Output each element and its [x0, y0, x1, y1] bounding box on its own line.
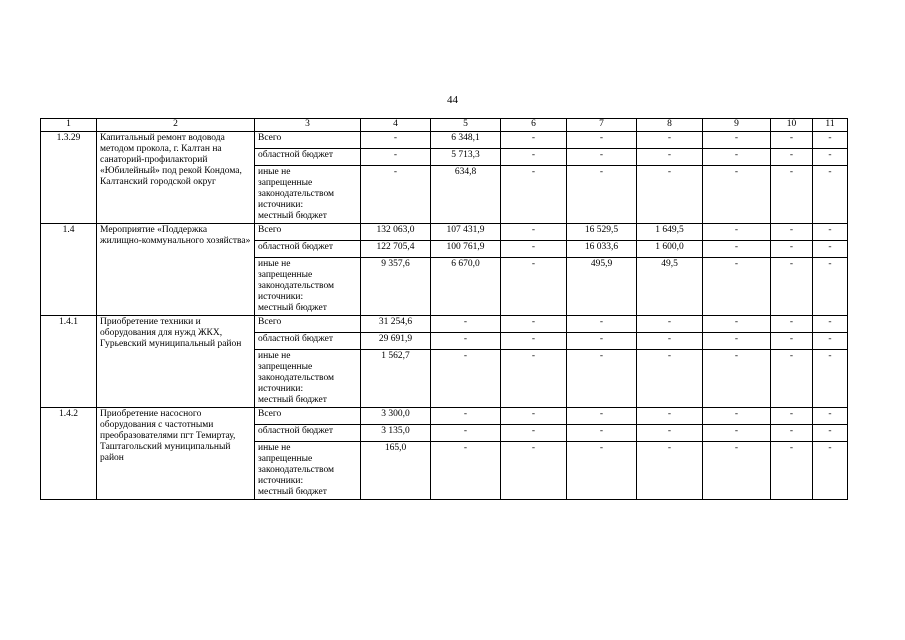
value-cell: 1 600,0 — [637, 241, 703, 258]
value-cell: - — [703, 224, 771, 241]
value-cell: - — [813, 333, 848, 350]
value-cell: - — [771, 350, 813, 408]
value-cell: - — [501, 132, 567, 149]
value-cell: - — [813, 149, 848, 166]
value-cell: - — [501, 241, 567, 258]
source-label-other-line: запрещенные — [258, 178, 313, 188]
value-cell: 100 761,9 — [431, 241, 501, 258]
value-cell: - — [567, 166, 637, 224]
value-cell: - — [703, 149, 771, 166]
value-cell: - — [501, 224, 567, 241]
value-cell: - — [771, 425, 813, 442]
value-cell: - — [637, 425, 703, 442]
source-label-total: Всего — [255, 316, 361, 333]
source-label-other-line: иные не — [258, 351, 291, 361]
row-code: 1.3.29 — [41, 132, 97, 224]
source-label-other-line: иные не — [258, 259, 291, 269]
value-cell: - — [501, 350, 567, 408]
column-header: 4 — [361, 119, 431, 132]
value-cell: 6 348,1 — [431, 132, 501, 149]
source-label-total: Всего — [255, 132, 361, 149]
value-cell: - — [637, 408, 703, 425]
value-cell: - — [567, 442, 637, 500]
value-cell: - — [771, 149, 813, 166]
value-cell: - — [361, 166, 431, 224]
row-name: Мероприятие «Поддержка жилищно-коммунального хозяйства» — [97, 224, 255, 316]
column-header: 7 — [567, 119, 637, 132]
value-cell: - — [703, 132, 771, 149]
value-cell: - — [431, 442, 501, 500]
value-cell: - — [813, 224, 848, 241]
value-cell: 16 529,5 — [567, 224, 637, 241]
value-cell: - — [771, 408, 813, 425]
value-cell: - — [703, 333, 771, 350]
value-cell: - — [703, 316, 771, 333]
value-cell: - — [813, 166, 848, 224]
row-code: 1.4.1 — [41, 316, 97, 408]
value-cell: - — [637, 166, 703, 224]
value-cell: - — [431, 425, 501, 442]
row-name: Капитальный ремонт водовода методом прокола, г. Калтан на санаторий-профилакторий «Юбилейный» под рекой Кондома, Калтанский городской округ — [97, 132, 255, 224]
value-cell: - — [703, 442, 771, 500]
value-cell: - — [431, 316, 501, 333]
source-label-regional: областной бюджет — [255, 241, 361, 258]
value-cell: - — [771, 442, 813, 500]
source-label-other — [255, 258, 361, 316]
column-header: 11 — [813, 119, 848, 132]
source-label-other-line: источники: — [258, 384, 304, 394]
value-cell: - — [567, 425, 637, 442]
value-cell: 1 562,7 — [361, 350, 431, 408]
value-cell: - — [637, 149, 703, 166]
value-cell: - — [501, 333, 567, 350]
source-label-other-line: иные не — [258, 167, 291, 177]
column-header: 9 — [703, 119, 771, 132]
row-name: Приобретение насосного оборудования с частотными преобразователями пгт Темиртау, Таштагольский муниципальный район — [97, 408, 255, 500]
page-number: 44 — [447, 94, 458, 106]
value-cell: 29 691,9 — [361, 333, 431, 350]
value-cell: - — [813, 241, 848, 258]
column-header: 5 — [431, 119, 501, 132]
table-row — [41, 224, 848, 241]
value-cell: - — [813, 408, 848, 425]
column-header: 8 — [637, 119, 703, 132]
value-cell: - — [637, 132, 703, 149]
source-label-other-line: запрещенные — [258, 454, 313, 464]
source-label-other-line: запрещенные — [258, 270, 313, 280]
source-label-other-line: запрещенные — [258, 362, 313, 372]
value-cell: 9 357,6 — [361, 258, 431, 316]
source-label-other-line: источники: — [258, 476, 304, 486]
value-cell: 122 705,4 — [361, 241, 431, 258]
value-cell: - — [813, 258, 848, 316]
value-cell: - — [703, 350, 771, 408]
value-cell: 132 063,0 — [361, 224, 431, 241]
value-cell: 49,5 — [637, 258, 703, 316]
value-cell: - — [637, 316, 703, 333]
value-cell: - — [501, 149, 567, 166]
value-cell: - — [361, 132, 431, 149]
row-name: Приобретение техники и оборудования для нужд ЖКХ, Гурьевский муниципальный район — [97, 316, 255, 408]
source-label-other-line: иные не — [258, 443, 291, 453]
value-cell: - — [501, 425, 567, 442]
value-cell: - — [703, 241, 771, 258]
value-cell: - — [703, 258, 771, 316]
value-cell: - — [813, 425, 848, 442]
column-header: 6 — [501, 119, 567, 132]
value-cell: - — [431, 333, 501, 350]
value-cell: - — [637, 333, 703, 350]
value-cell: - — [703, 166, 771, 224]
value-cell: - — [771, 316, 813, 333]
source-label-local: местный бюджет — [258, 487, 327, 497]
value-cell: 5 713,3 — [431, 149, 501, 166]
value-cell: 3 135,0 — [361, 425, 431, 442]
value-cell: 31 254,6 — [361, 316, 431, 333]
table-row — [41, 316, 848, 333]
value-cell: - — [771, 241, 813, 258]
value-cell: - — [501, 408, 567, 425]
value-cell: - — [567, 333, 637, 350]
value-cell: - — [501, 316, 567, 333]
source-label-other-line: законодательством — [258, 373, 335, 383]
value-cell: - — [361, 149, 431, 166]
value-cell: - — [501, 258, 567, 316]
value-cell: - — [501, 166, 567, 224]
table-row — [41, 408, 848, 425]
value-cell: 16 033,6 — [567, 241, 637, 258]
source-label-other — [255, 442, 361, 500]
source-label-local: местный бюджет — [258, 303, 327, 313]
value-cell: 3 300,0 — [361, 408, 431, 425]
source-label-regional: областной бюджет — [255, 425, 361, 442]
source-label-other-line: законодательством — [258, 189, 335, 199]
value-cell: - — [771, 166, 813, 224]
value-cell: - — [567, 350, 637, 408]
value-cell: - — [431, 408, 501, 425]
source-label-other-line: законодательством — [258, 465, 335, 475]
value-cell: - — [567, 316, 637, 333]
value-cell: - — [813, 442, 848, 500]
value-cell: - — [501, 442, 567, 500]
value-cell: - — [431, 350, 501, 408]
value-cell: 107 431,9 — [431, 224, 501, 241]
source-label-other-line: законодательством — [258, 281, 335, 291]
value-cell: - — [567, 408, 637, 425]
row-code: 1.4 — [41, 224, 97, 316]
value-cell: 165,0 — [361, 442, 431, 500]
value-cell: - — [813, 132, 848, 149]
source-label-regional: областной бюджет — [255, 333, 361, 350]
source-label-other — [255, 166, 361, 224]
value-cell: - — [637, 350, 703, 408]
column-header: 10 — [771, 119, 813, 132]
column-header: 1 — [41, 119, 97, 132]
value-cell: - — [637, 442, 703, 500]
source-label-other — [255, 350, 361, 408]
value-cell: - — [771, 333, 813, 350]
value-cell: 6 670,0 — [431, 258, 501, 316]
source-label-regional: областной бюджет — [255, 149, 361, 166]
value-cell: - — [567, 132, 637, 149]
value-cell: - — [813, 316, 848, 333]
value-cell: - — [771, 258, 813, 316]
value-cell: - — [771, 224, 813, 241]
source-label-other-line: источники: — [258, 200, 304, 210]
source-label-local: местный бюджет — [258, 395, 327, 405]
column-header: 3 — [255, 119, 361, 132]
source-label-total: Всего — [255, 224, 361, 241]
value-cell: 1 649,5 — [637, 224, 703, 241]
value-cell: - — [813, 350, 848, 408]
value-cell: - — [703, 408, 771, 425]
value-cell: 495,9 — [567, 258, 637, 316]
header-row — [41, 119, 848, 132]
source-label-total: Всего — [255, 408, 361, 425]
value-cell: - — [703, 425, 771, 442]
table-row — [41, 132, 848, 149]
value-cell: - — [771, 132, 813, 149]
column-header: 2 — [97, 119, 255, 132]
value-cell: - — [567, 149, 637, 166]
source-label-local: местный бюджет — [258, 211, 327, 221]
source-label-other-line: источники: — [258, 292, 304, 302]
row-code: 1.4.2 — [41, 408, 97, 500]
value-cell: 634,8 — [431, 166, 501, 224]
budget-table — [40, 118, 848, 500]
